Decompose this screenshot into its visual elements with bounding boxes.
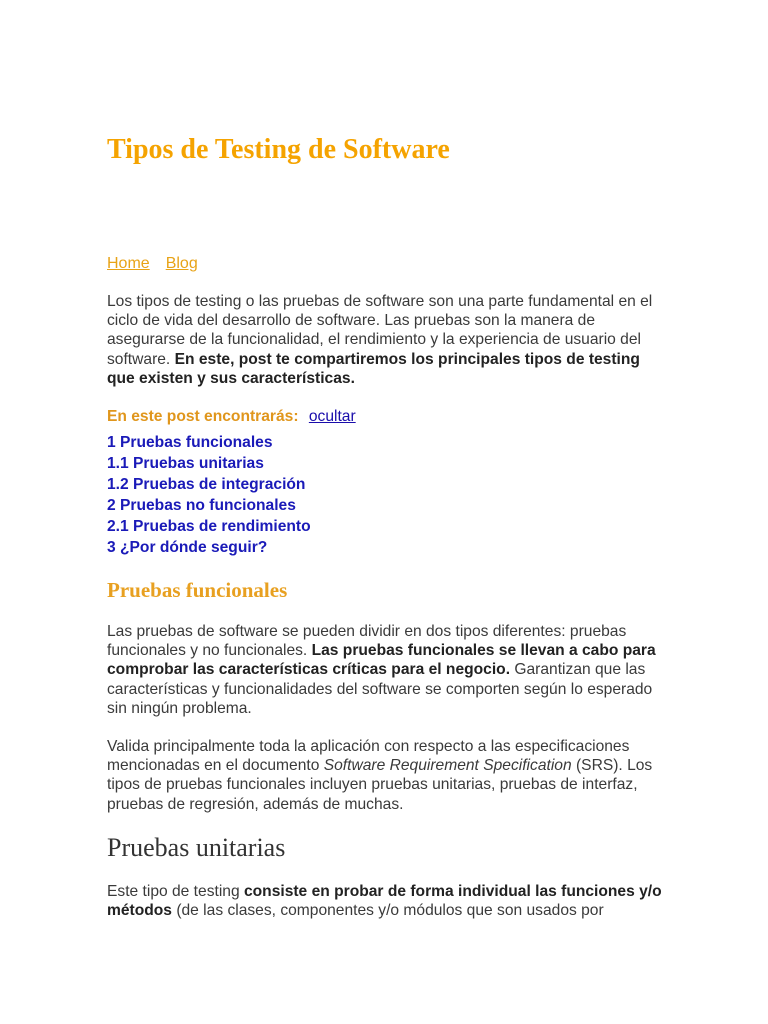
- toc-header: [107, 407, 356, 427]
- breadcrumb-home-link[interactable]: Home: [107, 255, 150, 272]
- functional-paragraph-1: [107, 622, 667, 718]
- toc-item[interactable]: 2.1 Pruebas de rendimiento: [107, 518, 311, 535]
- toc-toggle-link[interactable]: ocultar: [308, 408, 356, 425]
- toc-item[interactable]: 3 ¿Por dónde seguir?: [107, 539, 268, 556]
- toc-item[interactable]: 2 Pruebas no funcionales: [107, 497, 296, 514]
- toc-item[interactable]: 1.2 Pruebas de integración: [107, 476, 306, 493]
- unit-p1-bold: consiste en probar de forma individual las funciones y/o métodos: [107, 883, 662, 920]
- unit-p1-text: Este tipo de testing: [107, 883, 244, 900]
- toc-item[interactable]: 1 Pruebas funcionales: [107, 434, 273, 451]
- toc-item[interactable]: 1.1 Pruebas unitarias: [107, 455, 264, 472]
- intro-paragraph: [107, 292, 667, 388]
- breadcrumb: [107, 254, 214, 274]
- unit-paragraph-1: [107, 882, 667, 920]
- section-heading-functional: Pruebas funcionales: [107, 578, 288, 602]
- toc-heading: En este post encontrarás:: [107, 408, 299, 425]
- section-heading-unit: Pruebas unitarias: [107, 833, 286, 862]
- functional-p1-text: Las pruebas de software se pueden dividir en dos tipos diferentes: pruebas funcionales y no funcionales.: [107, 623, 627, 660]
- breadcrumb-blog-link[interactable]: Blog: [165, 255, 198, 272]
- intro-bold-text: En este, post te compartiremos los principales tipos de testing que existen y sus características.: [107, 350, 640, 387]
- unit-p1-text-end: (de las clases, componentes y/o módulos que son usados por: [171, 902, 604, 920]
- toc-list: [107, 432, 311, 558]
- functional-p2-italic: Software Requirement Specification: [323, 757, 572, 775]
- functional-p1-text-end: Garantizan que las características y funcionalidades del software se comporten según lo esperado sin ningún problema.: [107, 661, 653, 717]
- intro-text: Los tipos de testing o las pruebas de software son una parte fundamental en el ciclo de vida del desarrollo de software. Las pruebas son la manera de asegurarse de la funcionalidad, el rendimiento y la experiencia de usuario del software.: [107, 293, 653, 368]
- functional-p2-text-end: (SRS). Los tipos de pruebas funcionales incluyen pruebas unitarias, pruebas de interfaz, pruebas de regresión, además de muchas.: [107, 757, 653, 813]
- page-title: Tipos de Testing de Software: [107, 134, 450, 165]
- functional-p2-text: Valida principalmente toda la aplicación con respecto a las especificaciones mencionadas en el documento: [107, 738, 630, 775]
- functional-paragraph-2: [107, 737, 667, 814]
- functional-p1-bold: Las pruebas funcionales se llevan a cabo para comprobar las características críticas para el negocio.: [107, 642, 656, 679]
